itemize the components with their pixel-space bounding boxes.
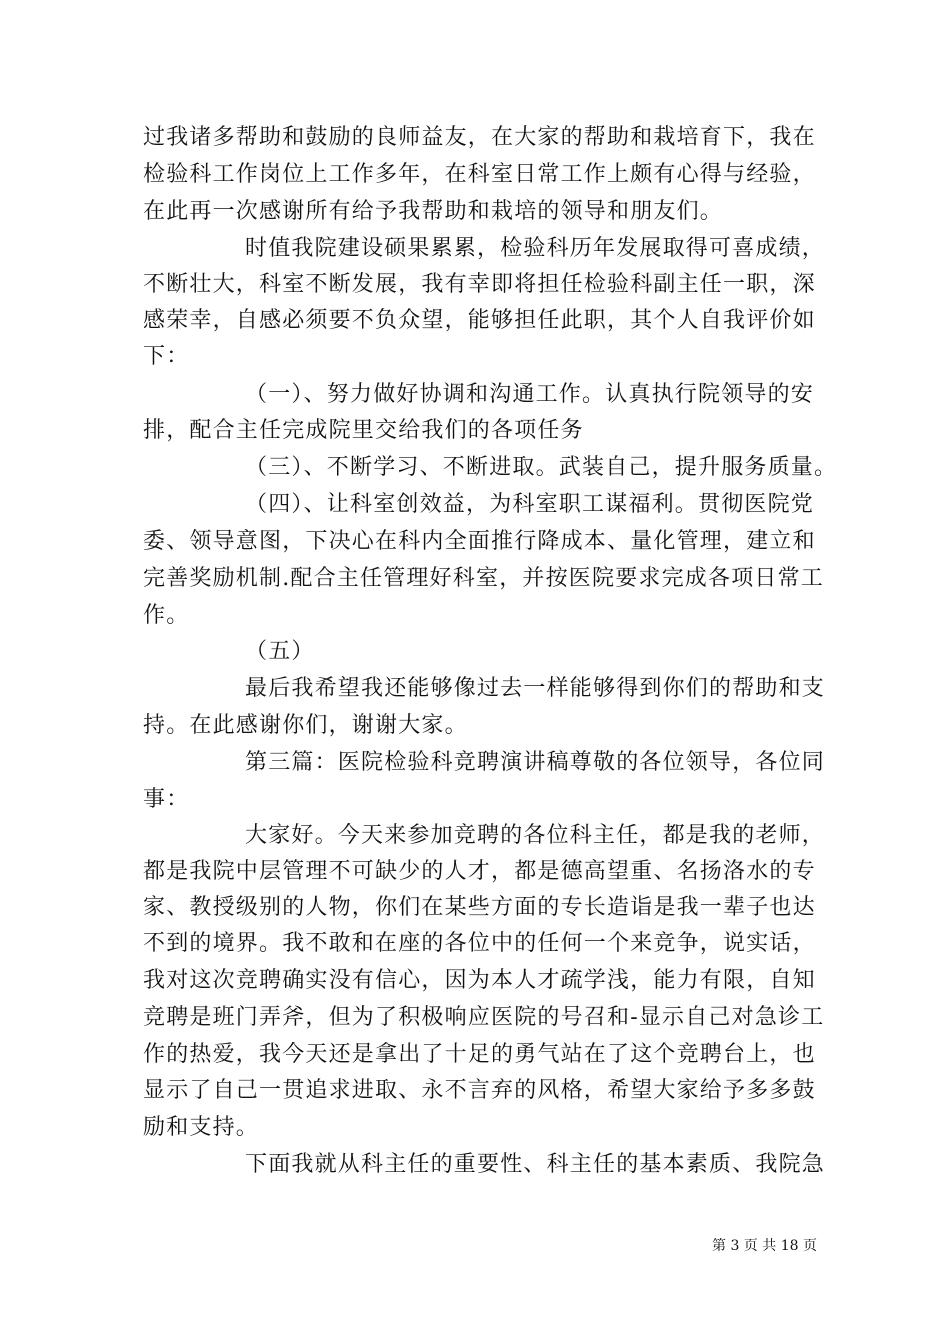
text-line: 家、教授级别的人物，你们在某些方面的专长造诣是我一辈子也达 (143, 895, 816, 920)
text-line: 时值我院建设硕果累累，检验科历年发展取得可喜成绩， (245, 236, 826, 261)
text-line: （五） (245, 639, 315, 664)
page-number: 第 3 页 共 18 页 (712, 1238, 817, 1254)
text-line: 完善奖励机制.配合主任管理好科室，并按医院要求完成各项日常工 (143, 566, 824, 591)
text-line: 事： (143, 787, 190, 812)
text-line: 都是我院中层管理不可缺少的人才，都是德高望重、名扬洛水的专 (143, 859, 816, 884)
text-line: （三）、不断学习、不断进取。武装自己，提升服务质量。 (245, 455, 838, 480)
text-line: 显示了自己一贯追求进取、永不言弃的风格，希望大家给予多多鼓 (143, 1078, 816, 1103)
text-line: 最后我希望我还能够像过去一样能够得到你们的帮助和支 (245, 676, 826, 701)
text-line: 不到的境界。我不敢和在座的各位中的任何一个来竞争，说实话， (143, 931, 816, 956)
text-line: 作的热爱，我今天还是拿出了十足的勇气站在了这个竞聘台上，也 (143, 1042, 816, 1067)
text-line: 不断壮大，科室不断发展，我有幸即将担任检验科副主任一职，深 (143, 272, 816, 297)
text-line: 第三篇：医院检验科竞聘演讲稿尊敬的各位领导，各位同 (245, 750, 826, 775)
text-line: 竞聘是班门弄斧，但为了积极响应医院的号召和-显示自己对急诊工 (143, 1005, 825, 1030)
text-line: 委、领导意图，下决心在科内全面推行降成本、量化管理，建立和 (143, 529, 816, 554)
text-line: （一）、努力做好协调和沟通工作。认真执行院领导的安 (245, 382, 815, 407)
text-line: 排，配合主任完成院里交给我们的各项任务 (143, 418, 584, 443)
text-line: 下： (143, 344, 190, 369)
text-line: 过我诸多帮助和鼓励的良师益友，在大家的帮助和栽培育下，我在 (143, 125, 816, 150)
text-line: 大家好。今天来参加竞聘的各位科主任，都是我的老师， (245, 823, 826, 848)
text-line: 感荣幸，自感必须要不负众望，能够担任此职，其个人自我评价如 (143, 308, 816, 333)
text-line: 励和支持。 (143, 1115, 260, 1140)
text-line: 在此再一次感谢所有给予我帮助和栽培的领导和朋友们。 (143, 199, 724, 224)
text-line: 下面我就从科主任的重要性、科主任的基本素质、我院急 (245, 1152, 826, 1177)
text-line: （四）、让科室创效益，为科室职工谋福利。贯彻医院党 (245, 492, 815, 517)
text-line: 持。在此感谢你们，谢谢大家。 (143, 713, 468, 738)
text-line: 我对这次竞聘确实没有信心，因为本人才疏学浅，能力有限，自知 (143, 968, 816, 993)
text-line: 作。 (143, 603, 190, 628)
text-line: 检验科工作岗位上工作多年，在科室日常工作上颇有心得与经验， (143, 162, 816, 187)
